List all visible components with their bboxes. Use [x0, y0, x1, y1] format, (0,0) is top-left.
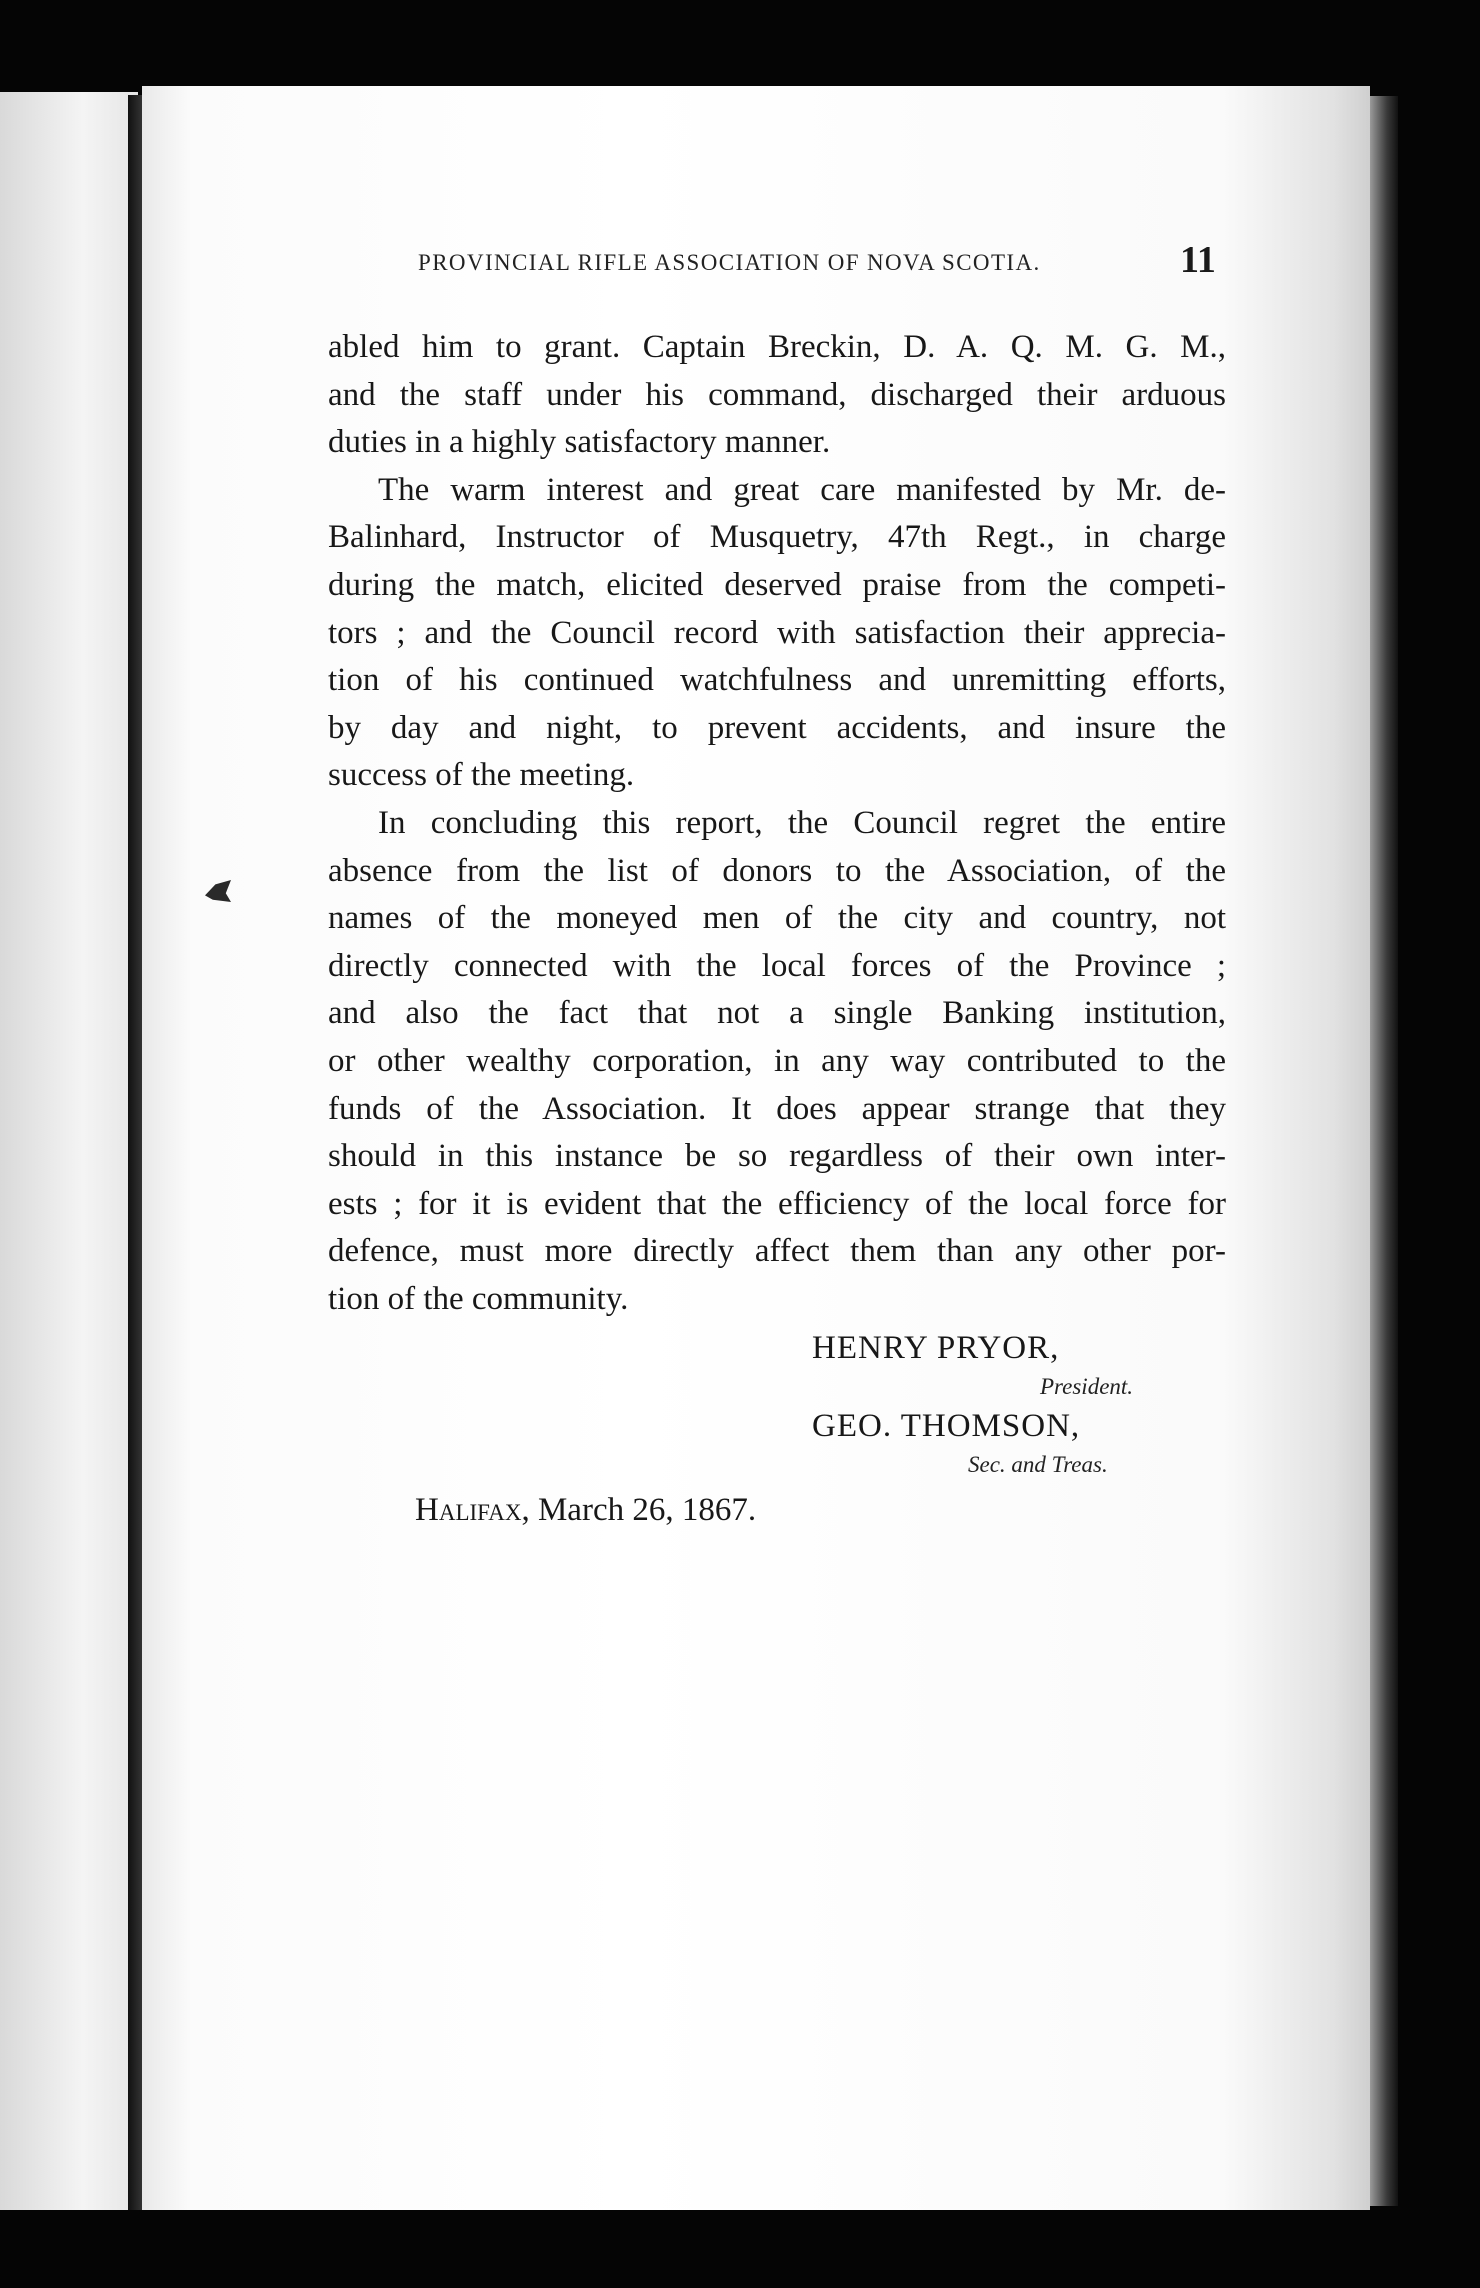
book-gutter [128, 95, 142, 2210]
secretary-title: Sec. and Treas. [968, 1452, 1108, 1477]
text-line: Balinhard, Instructor of Musquetry, 47th Regt., in charge [328, 519, 1226, 556]
page-number: 11 [1180, 239, 1216, 281]
president-title: President. [1040, 1374, 1134, 1399]
running-head: PROVINCIAL RIFLE ASSOCIATION OF NOVA SCOTIA. [418, 250, 1041, 275]
text-line: tors ; and the Council record with satisfaction their apprecia- [328, 614, 1226, 651]
text-line: abled him to grant. Captain Breckin, D. A. Q. M. G. M., [328, 329, 1226, 365]
text-line: directly connected with the local forces of the Province ; [328, 947, 1226, 984]
text-line: duties in a highly satisfactory manner. [328, 424, 831, 461]
secretary-name: GEO. THOMSON, [812, 1408, 1081, 1444]
president-name: HENRY PRYOR, [812, 1330, 1060, 1366]
dateline-place: Halifax, [415, 1492, 530, 1528]
text-line: In concluding this report, the Council regret the entire [378, 804, 1226, 841]
text-line: during the match, elicited deserved praise from the competi- [328, 566, 1226, 603]
text-line: or other wealthy corporation, in any way contributed to the [328, 1042, 1226, 1079]
text-line: and also the fact that not a single Banking institution, [328, 995, 1226, 1032]
text-line: funds of the Association. It does appear strange that they [328, 1090, 1226, 1127]
text-line: tion of his continued watchfulness and unremitting efforts, [328, 662, 1226, 699]
dateline-date: March 26, 1867. [537, 1492, 757, 1528]
text-line: and the staff under his command, discharged their arduous [328, 376, 1226, 413]
text-line: should in this instance be so regardless of their own inter- [328, 1138, 1226, 1175]
body-text [328, 324, 1226, 1323]
text-line: defence, must more directly affect them than any other por- [328, 1233, 1226, 1270]
left-page-edge [0, 92, 138, 2210]
text-line: The warm interest and great care manifested by Mr. de- [378, 471, 1226, 508]
text-line: tion of the community. [328, 1280, 629, 1317]
page-right-edge [1370, 96, 1398, 2206]
text-line: ests ; for it is evident that the efficiency of the local force for [328, 1185, 1226, 1222]
text-line: success of the meeting. [328, 757, 635, 794]
text-line: names of the moneyed men of the city and country, not [328, 900, 1226, 937]
text-line: by day and night, to prevent accidents, and insure the [328, 709, 1226, 746]
dateline [415, 1492, 756, 1529]
text-line: absence from the list of donors to the Association, of the [328, 852, 1226, 889]
